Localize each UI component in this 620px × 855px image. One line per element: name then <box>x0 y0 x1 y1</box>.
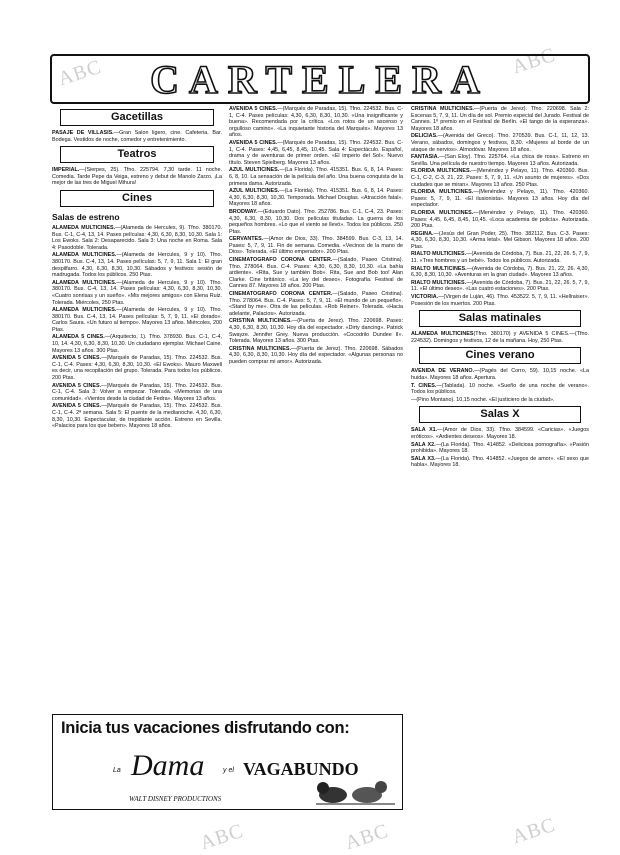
listing-text: —(Puerta de Jerez). Tfno. 220698. Pases: 4,30, 6,30, 8,30, 10,30. Hoy día del espectador. «Dirty dancing». Patrick Swayze. Jennifer Grey. Nueva producción. «Cocodrilo Dundee II». Tolerada. Mayores 13 años. 300 Ptas. <box>229 318 403 345</box>
listing-name: REGINA. <box>411 230 434 237</box>
listing-name: AVENIDA 5 CINES. <box>52 382 102 389</box>
listing-text: —(Marqués de Paradas, 15). Tfno. 224532. Bus. C-1, C-4. Pases: 4,30, 6,30, 8,30, 10,30. «El Ewoks». Mauro Maxwell es decir, una recopilación del grupo. Tolerada. Para todos los públicos. 200 Ptas. <box>52 355 222 382</box>
listing-entry <box>229 318 403 344</box>
listing-entry <box>52 252 222 278</box>
dogs-illustration-icon <box>311 777 399 807</box>
listing-entry <box>229 257 403 290</box>
listing-text: —(Avenida de Córdoba, 7). Bus. 21, 22, 26. 5, 7, 9, 11. «Tres hombres y un bebé». Todos los públicos. Autorizada. <box>411 251 589 265</box>
listing-text: —(Virgen de Luján, 46). Tfno. 453522. 5, 7, 9, 11. «Hellraiser». Posesión de los muertos. 200 Ptas. <box>411 294 589 307</box>
listing-text: —(Amor de Dios, 33). Tfno. 384599. «Caricias». «Juegos eróticos». «Ardientes deseos». Mayores 18. <box>411 427 589 440</box>
ad-conjunction: y el <box>223 767 234 774</box>
listing-text: —(Pino Montano). 10,15 noche. «El justiciero de la ciudad». <box>411 396 555 403</box>
listing-text: —(Alameda de Hercules, 9 y 10). Tfno. 380170. Bus. C-4, 13, 14. Pases películas: 4,30, 6,30, 8,30, 10,30. «Cuatro sonrisas y un sueño». «Mis mejores amigos» con Elena Ruiz. Tolerada. Miércoles, 250 Ptas. <box>52 279 222 306</box>
listing-entry <box>52 334 222 354</box>
listing-entry <box>229 106 403 139</box>
listing-name: RIALTO MULTICINES. <box>411 265 467 272</box>
listing-text: —(Avenida de Córdoba, 7). Bus. 21, 22, 26. 4,30, 6,30, 8,30, 10,30. «Aventuras en la gran ciudad». Mayores 13 años. <box>411 265 589 279</box>
section-header-salas-matinales: Salas matinales <box>419 310 581 327</box>
listing-entry <box>411 266 589 279</box>
listing-name: AVENIDA DE VERANO. <box>411 368 475 375</box>
page-title: CARTELERA <box>150 56 490 102</box>
listing-entry <box>411 133 589 153</box>
listing-text: —(Salado, Paseo Cristina). Tfno. 278064. Bus. C-4. Pases: 4,30, 6,30, 8,30, 10,30. «La bahía ardiente». «Rita, Sue y también Bob». Rita, Sue and Bob too! Alan Clarke. Cine británico. «La ley del deseo». Fotografía. Festival de Cannes 87. Mayores 18 años. 200 Ptas. <box>229 257 403 290</box>
listing-name: CRISTINA MULTICINES. <box>411 106 475 112</box>
listing-entry <box>229 140 403 166</box>
listing-text: —(Tablada). 10 noche. «Sueño de una noche de verano». Todos los públicos. <box>411 382 589 396</box>
listing-text: —(Marqués de Paradas, 15). Tfno. 224532. Bus. C-1, C-4. Pases: 4,45, 6,45, 8,45, 10,45. Sala 4: Espectáculo. Español, drama y de aventuras de primer orden. «El imperio del Sol». Nuevo título. Steven Spielberg. Mayores 13 años. <box>229 139 403 166</box>
listing-entry <box>411 427 589 440</box>
listing-entry <box>411 442 589 455</box>
listing-name: ALAMEDA 5 CINES. <box>52 334 105 341</box>
listing-entry <box>52 225 222 251</box>
listing-entry <box>229 209 403 235</box>
listing-text: —(Marqués de Paradas, 15). Tfno. 224532. Bus. C-1, C-4. 2ª semana. Sala 5: El puente de la medianoche. 4,30, 6,30, 8,30, 10,30. Espectacular, de trepidante acción. Estreno en Sevilla. «Palacios para los que beben». Mayores 18 años. <box>52 403 222 430</box>
listing-text: —(La Florida). Tfno. 415351. Bus. 6, 8, 14. Pases: 4,30, 6,30, 8,30, 10,30. Temporada. Michael Douglas. «Atracción fatal». Mayores 18 años. <box>229 188 403 208</box>
listing-name: SALA X1. <box>411 427 438 434</box>
listing-name: DELICIAS. <box>411 133 438 140</box>
listing-name: IMPERIAL. <box>52 167 80 174</box>
listing-name: SALA X2. <box>411 441 436 448</box>
listing-text: —(Sierpes, 25). Tfno. 225794. 7,30 tarde. 11 noche. Comedia. Tarde Pepe da Veiga, estreno y debut de Manolo Zarzo. ¡La mejor de las tres de Miguel Mihura! <box>52 167 222 187</box>
masthead-box <box>50 54 590 104</box>
listing-text: —(Menéndez y Pelayo, 11). Tfno. 420360. Pases: 5, 7, 9, 11. «El ilusionista». Mayores 13 años. Hoy día del espectador. <box>411 189 589 209</box>
listing-name: ALAMEDA MULTICINES <box>411 331 474 338</box>
listing-entry <box>229 236 403 256</box>
ad-disney-logo: WALT DISNEY PRODUCTIONS <box>129 795 222 803</box>
listing-text: —(La Florida). Tfno. 414852. «Deliciosa pornografía». «Pasión prohibida». Mayores 18. <box>411 441 589 455</box>
listing-name: CRISTINA MULTICINES. <box>229 345 291 352</box>
listing-name: RIALTO MULTICINES. <box>411 279 467 286</box>
listing-name: VICTORIA. <box>411 294 439 301</box>
ad-article-la: La <box>113 767 121 774</box>
listing-name: ALAMEDA MULTICINES. <box>52 224 116 231</box>
listing-entry <box>411 189 589 209</box>
listing-name: FANTASIA. <box>411 154 440 161</box>
listing-entry <box>411 231 589 251</box>
listing-entry <box>52 167 222 187</box>
section-header-cines: Cines <box>60 190 214 207</box>
listing-text: (Tfno. 380170) y AVENIDA 5 CINES.—(Tfno. 224532). Domingos y festivos, 12 de la mañana. Hoy, 250 Ptas. <box>411 331 589 344</box>
listing-entry <box>229 167 403 187</box>
watermark: ABC <box>342 819 392 855</box>
listing-entry <box>411 210 589 230</box>
listing-text: —(Puerta de Jerez). Tfno. 220698. Sábados 4,30, 6,30, 8,30, 10,30. Hoy día del espectador. «Algunas personas no pueden comprar mi amor». Autorizada. <box>229 345 403 365</box>
listing-name: ALAMEDA MULTICINES. <box>52 252 117 259</box>
listing-entry <box>229 188 403 208</box>
watermark: ABC <box>55 55 105 91</box>
listing-entry <box>411 383 589 396</box>
listing-entry <box>52 130 222 143</box>
section-header-cines-verano: Cines verano <box>419 347 581 364</box>
listing-entry <box>229 291 403 317</box>
listing-entry <box>411 251 589 264</box>
ad-title-dama: Dama <box>131 749 205 782</box>
listing-name: AZUL MULTICINES. <box>229 167 280 174</box>
listing-name: ALAMEDA MULTICINES. <box>52 279 117 286</box>
listing-name: BRODWAY. <box>229 208 258 215</box>
listing-text: —(San Eloy). Tfno. 225764. «La chica de rosa». Estreno en Sevilla. Una película de nuestro tiempo. Mayores 13 años. Autorizada. <box>411 154 589 167</box>
watermark: ABC <box>509 43 559 79</box>
column-3 <box>411 106 589 851</box>
listing-entry <box>411 368 589 381</box>
listing-name: PASAJE DE VILLASIS. <box>52 130 114 136</box>
listing-text: —(Jesús del Gran Poder, 25). Tfno. 382112. Bus. C-3. Pases: 4,30, 6,30, 8,30, 10,30. «Arma letal». Mel Gibson. Mayores 18 años. 200 Ptas. <box>411 230 589 250</box>
listing-name: FLORIDA MULTICINES. <box>411 168 472 175</box>
listing-name: RIALTO MULTICINES. <box>411 251 467 258</box>
listing-entry <box>411 280 589 293</box>
listing-entry <box>52 307 222 333</box>
listing-entry <box>411 294 589 307</box>
listing-entry <box>229 346 403 366</box>
listing-text: —(Alameda de Hercules, 9). Tfno. 380170. Bus. C-1, C-4, 13, 14. Pases películas: 4,30, 6,30, 8,30, 10,30. Sala 1: Los Ewoks. Sala 2: Desaparecido. Sala 3: Una noche en Roma. Sala 4: Pasodoble. Tolerada. <box>52 224 222 251</box>
watermark: ABC <box>197 819 247 855</box>
column-1 <box>52 106 222 711</box>
subheading-salas-estreno: Salas de estreno <box>52 211 120 222</box>
listing-text: —(Avenida del Greco). Tfno. 270539. Bus. C-1, 11, 12, 13. Verano, sábados, domingos y festivos, 8,30. «Mujeres al borde de un ataque de nervios». Almodóvar. Mayores 18 años. <box>411 133 589 153</box>
ad-headline: Inicia tus vacaciones disfrutando con: <box>61 719 350 737</box>
listing-text: —(Marqués de Paradas, 15). Tfno. 224532. Bus. C-1, C-4. Sala 3: Volver a empezar. Tolerada. «Memorias de una comunidad». «Vientos desde la ciudad de Fedra». Mayores 13 años. <box>52 382 222 402</box>
listing-text: —(Amor de Dios, 33). Tfno. 384599. Bus. C-3, 13, 14. Pases: 5, 7, 9, 11. Fin de semana. Comedia. «Vecinos de la mano de Dios». Tolerada. «El último emperador». 200 Ptas. <box>229 236 403 256</box>
listing-text: —(Puerta de Jerez). Tfno. 220698. Sala 2: Escenas 5, 7, 9, 11. Un día de sol. Premio especial del Jurado. Festival de Cannes. 1º premio en el Festival de Berlín. «El tango de la esperanza». Mayores 18 años. <box>411 106 589 132</box>
advertisement-box <box>52 714 403 810</box>
listing-entry <box>52 355 222 381</box>
listing-entry <box>411 397 589 404</box>
listing-text: —(Arquitecto, 1). Tfno. 378930. Bus. C-1, C-4, 10, 14. 4,30, 6,30, 8,30, 10,30. Un ciudadano ejemplar. Michael Caine. Mayores 13 años. 300 Ptas. <box>52 334 222 354</box>
listing-text: —(Marqués de Paradas, 15). Tfno. 224532. Bus. C-1, C-4. Pases películas: 4,30, 6,30, 8,30, 10,30. «Una insignificante y buena». Recomendada por la crítica. «Los rotos de un ascenso y orgulloso camino». «La inquietante historia del Marqués». Mayores 13 años. <box>229 106 403 139</box>
listing-entry <box>52 383 222 403</box>
section-header-teatros: Teatros <box>60 146 214 163</box>
listing-name: FLORIDA MULTICINES. <box>411 189 474 196</box>
listing-text: —(La Florida). Tfno. 414852. «Juegos de amor». «El sexo que habla». Mayores 18. <box>411 455 589 469</box>
listing-name: AVENIDA 5 CINES. <box>52 403 102 410</box>
listing-entry <box>411 168 589 188</box>
section-header-gacetillas: Gacetillas <box>60 109 214 126</box>
listing-name: CINEMATOGRAFO CORONA CENTER. <box>229 257 333 264</box>
listing-text: —(Avenida de Córdoba, 7). Bus. 21, 22, 26. 5, 7, 9, 11. «El último deseo». «Las cuatro estaciones». 200 Ptas. <box>411 279 589 293</box>
ad-title-vagabundo: VAGABUNDO <box>243 759 359 779</box>
listing-entry <box>52 280 222 306</box>
listing-text: —(Alameda de Hercules, 9 y 10). Tfno. 380170. Bus. C-4, 13, 14. Pases películas: 5, 7, 9, 11. «El dorado». Carlos Saura. «Un futuro al tiempo». Mayores 13 años. Miércoles, 200 Ptas. <box>52 307 222 333</box>
listing-name: SALA X3. <box>411 455 436 462</box>
watermark: ABC <box>509 813 559 849</box>
listing-name: AVENIDA 5 CINES. <box>229 139 278 146</box>
listing-text: —Gran Salon ligero, cine. Cafeteria. Bar. Bodega. Vestidos de noche, comedor y entretenimiento. <box>52 130 222 143</box>
listing-entry <box>52 403 222 429</box>
listing-text: —(Pagés del Corro, 59). 10,15 noche. «La huida». Mayores 18 años. Apertura. <box>411 368 589 381</box>
listing-name: AVENIDA 5 CINES. <box>52 355 102 362</box>
listing-text: —(Salado, Paseo Cristina). Tfno. 278064. Bus. C-4. Pases: 5, 7, 9, 11. «El mundo de un pequeño». «Stand by me». Otra de las películas. «Rob Reiner». Tolerada. «Hacia adelante, Palacios». Autorizada. <box>229 291 403 317</box>
listing-text: —(Menéndez y Pelayo, 11). Tfno. 420360. Bus. C-1, C-2, C-3, 21, 22. Pases: 5, 7, 9, 11. «Un asunto de mujeres». «Dos ciudades que se miran». Mayores 13 años. 250 Ptas. <box>411 168 589 188</box>
column-2 <box>229 106 403 711</box>
listing-text: —(La Florida). Tfno. 415351. Bus. 6, 8, 14. Pases: 6, 8, 10. La sensación de la película del año. Una buena conquista de la primera dama. Autorizada. <box>229 167 403 187</box>
listing-entry <box>411 456 589 469</box>
listing-entry <box>411 331 589 344</box>
listing-text: —(Alameda de Hercules, 9 y 10). Tfno. 380170. Bus. C-4, 13, 14. Pases películas: 5, 7, 9, 11. Sala 1: El gran despilfarro. 4,30, 6,30, 8,30, 10,30. Sábados y festivos: sesión de madrugada. Todos los públicos. 250 Ptas. <box>52 252 222 279</box>
listing-name: AVENIDA 5 CINES. <box>229 106 278 112</box>
listing-name: FLORIDA MULTICINES. <box>411 209 474 216</box>
listing-entry <box>411 154 589 167</box>
listing-name: CRISTINA MULTICINES. <box>229 318 292 325</box>
section-header-salas-x: Salas X <box>419 406 581 423</box>
listing-name: CINEMATOGRAFO CORONA CENTER. <box>229 291 333 298</box>
listing-name: CERVANTES. <box>229 236 264 243</box>
listing-text: —(Eduardo Dato). Tfno. 252786. Bus. C-1, C-4, 23. Pases: 4,30, 6,30, 8,30, 10,30. Dos películas tituladas. La guerra de los pequeños hombres. «Lo que el viento se llevó». Todos los públicos. 250 Ptas. <box>229 208 403 235</box>
listing-name: ALAMEDA MULTICINES. <box>52 307 117 314</box>
listing-text: —(Menéndez y Pelayo, 11). Tfno. 420360. Pases: 4,45, 6,45, 8,45, 10,45. «Loca academia de policía». Autorizada. 200 Ptas. <box>411 209 589 230</box>
listing-name: T. CINES. <box>411 382 437 389</box>
listing-entry <box>411 106 589 132</box>
listing-name: AZUL MULTICINES. <box>229 188 280 195</box>
